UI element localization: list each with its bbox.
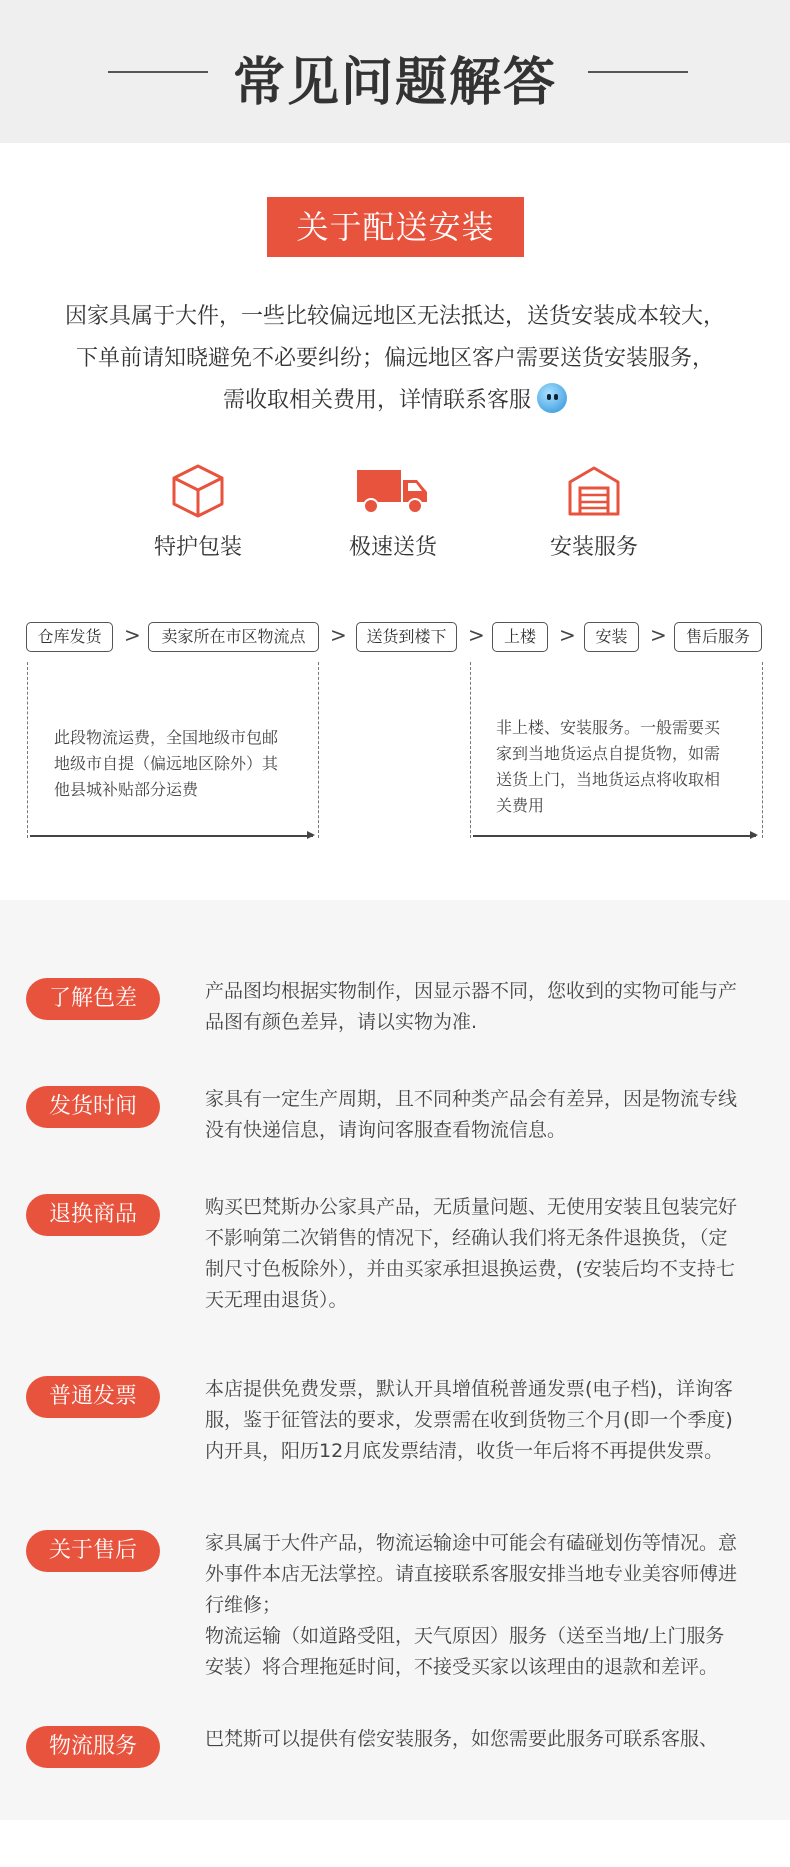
service-packaging bbox=[118, 462, 278, 561]
flow-arrow: > bbox=[650, 623, 667, 647]
faq-section bbox=[0, 900, 790, 1820]
faq-tag: 普通发票 bbox=[26, 1376, 160, 1418]
service-label: 安装服务 bbox=[549, 535, 638, 560]
flow-step-after-sales: 售后服务 bbox=[674, 622, 762, 652]
flow-range-arrow bbox=[30, 835, 313, 837]
faq-answer: 家具属于大件产品，物流运输途中可能会有磕碰划伤等情况。意 外事件本店无法掌控。请直接联系客服安排当地专业美容师傅进 行维修； 物流运输（如道路受阻，天气原因）服务（送至当地/上门服务 安装）将合理拖延时间，不接受买家以该理由的退款和差评。 bbox=[205, 1532, 738, 1678]
box-icon bbox=[168, 462, 228, 520]
service-fast-delivery bbox=[313, 462, 473, 561]
faq-tag: 物流服务 bbox=[26, 1726, 160, 1768]
faq-answer: 家具有一定生产周期，且不同种类产品会有差异，因是物流专线 没有快递信息，请询问客服查看物流信息。 bbox=[205, 1088, 738, 1141]
faq-answer: 巴梵斯可以提供有偿安装服务，如您需要此服务可联系客服、 bbox=[205, 1728, 719, 1750]
faq-tag: 退换商品 bbox=[26, 1194, 160, 1236]
service-label: 特护包装 bbox=[153, 535, 242, 560]
service-icons bbox=[0, 462, 790, 572]
flow-arrow: > bbox=[124, 623, 141, 647]
flow-step-install: 安装 bbox=[584, 622, 639, 652]
flow-note-installation: 非上楼、安装服务。一般需要买 家到当地货运点自提货物，如需 送货上门，当地货运点将收取相 关费用 bbox=[496, 718, 721, 815]
flow-step-downstairs: 送货到楼下 bbox=[356, 622, 457, 652]
page-title: 常见问题解答 bbox=[232, 53, 557, 113]
service-installation bbox=[514, 462, 674, 561]
intro-line: 下单前请知晓避免不必要纠纷；偏远地区客户需要送货安装服务， bbox=[75, 346, 714, 371]
flow-bracket-left bbox=[27, 662, 28, 838]
flow-bracket-right bbox=[762, 662, 763, 838]
flow-arrow: > bbox=[330, 623, 347, 647]
delivery-flow bbox=[0, 622, 790, 852]
delivery-section-title: 关于配送安装 bbox=[267, 197, 524, 257]
faq-tag: 发货时间 bbox=[26, 1086, 160, 1128]
faq-tag: 关于售后 bbox=[26, 1530, 160, 1572]
flow-step-upstairs: 上楼 bbox=[492, 622, 548, 652]
flow-bracket-left bbox=[318, 662, 319, 838]
faq-answer: 本店提供免费发票，默认开具增值税普通发票(电子档)，详询客 服，鉴于征管法的要求，发票需在收到货物三个月(即一个季度) 内开具，阳历12月底发票结清，收货一年后将不再提供发票。 bbox=[205, 1378, 733, 1462]
delivery-intro bbox=[20, 296, 770, 422]
flow-bracket-left bbox=[470, 662, 471, 838]
intro-line: 因家具属于大件，一些比较偏远地区无法抵达，送货安装成本较大， bbox=[64, 304, 725, 329]
faq-answer: 产品图均根据实物制作，因显示器不同，您收到的实物可能与产 品图有颜色差异，请以实物为准. bbox=[205, 980, 738, 1033]
flow-arrow: > bbox=[468, 623, 485, 647]
faq-tag: 了解色差 bbox=[26, 978, 160, 1020]
flow-arrow: > bbox=[559, 623, 576, 647]
intro-line: 需收取相关费用，详情联系客服 bbox=[20, 380, 770, 422]
flow-step-local-depot: 卖家所在市区物流点 bbox=[148, 622, 319, 652]
smile-bubble-icon bbox=[537, 383, 567, 413]
header-divider-right bbox=[588, 71, 688, 73]
flow-step-warehouse: 仓库发货 bbox=[26, 622, 113, 652]
truck-icon bbox=[353, 462, 433, 520]
service-label: 极速送货 bbox=[348, 535, 437, 560]
faq-answer: 购买巴梵斯办公家具产品，无质量问题、无使用安装且包装完好 不影响第二次销售的情况下，经确认我们将无条件退换货，（定 制尺寸色板除外），并由买家承担退换运费，(安装后均不支持七 天无理由退货）。 bbox=[205, 1196, 738, 1311]
faq-header bbox=[0, 0, 790, 143]
warehouse-icon bbox=[564, 462, 624, 520]
flow-note-shipping: 此段物流运费，全国地级市包邮 地级市自提（偏远地区除外）其 他县城补贴部分运费 bbox=[54, 728, 279, 799]
flow-range-arrow bbox=[473, 835, 756, 837]
